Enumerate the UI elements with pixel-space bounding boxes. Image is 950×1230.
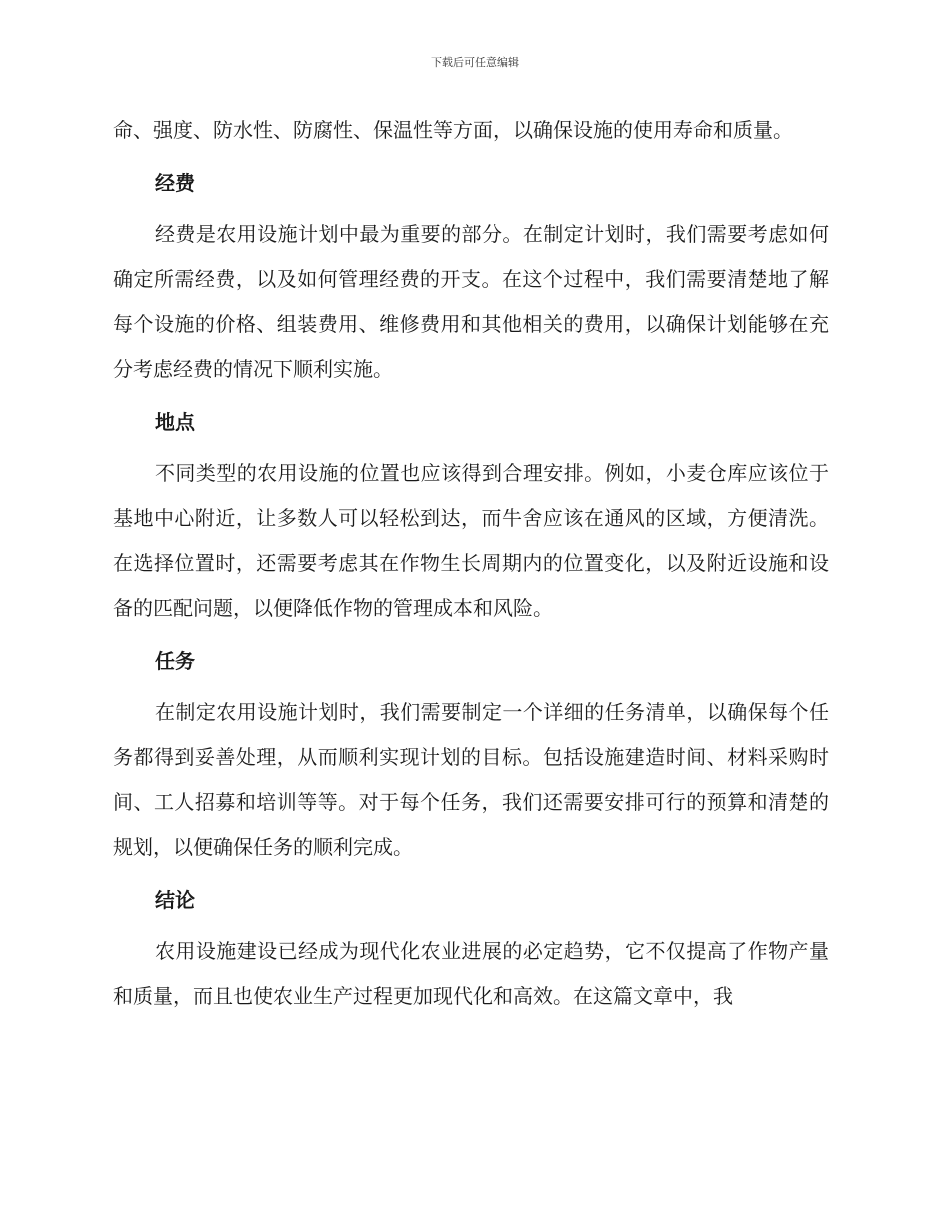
section-heading-funding: 经费	[155, 171, 195, 195]
paragraph-conclusion: 农用设施建设已经成为现代化农业进展的必定趋势，它不仅提高了作物产量和质量，而且也使农业生产过程更加现代化和高效。在这篇文章中，我	[113, 939, 829, 1008]
paragraph-continuation: 命、强度、防水性、防腐性、保温性等方面，以确保设施的使用寿命和质量。	[113, 118, 793, 142]
section-heading-conclusion: 结论	[155, 888, 195, 912]
section-heading-tasks: 任务	[155, 649, 195, 673]
paragraph-tasks: 在制定农用设施计划时，我们需要制定一个详细的任务清单，以确保每个任务都得到妥善处理，从而顺利实现计划的目标。包括设施建造时间、材料采购时间、工人招募和培训等等。对于每个任务，我们还需要安排可行的预算和清楚的规划，以便确保任务的顺利完成。	[113, 700, 829, 859]
document-body	[113, 108, 829, 1019]
paragraph-funding: 经费是农用设施计划中最为重要的部分。在制定计划时，我们需要考虑如何确定所需经费，以及如何管理经费的开支。在这个过程中，我们需要清楚地了解每个设施的价格、组装费用、维修费用和其他相关的费用，以确保计划能够在充分考虑经费的情况下顺利实施。	[113, 222, 829, 381]
section-heading-location: 地点	[155, 410, 195, 434]
paragraph-location: 不同类型的农用设施的位置也应该得到合理安排。例如，小麦仓库应该位于基地中心附近，让多数人可以轻松到达，而牛舍应该在通风的区域，方便清洗。在选择位置时，还需要考虑其在作物生长周期内的位置变化，以及附近设施和设备的匹配问题，以便降低作物的管理成本和风险。	[113, 461, 829, 620]
page-header: 下载后可任意编辑	[431, 56, 519, 69]
